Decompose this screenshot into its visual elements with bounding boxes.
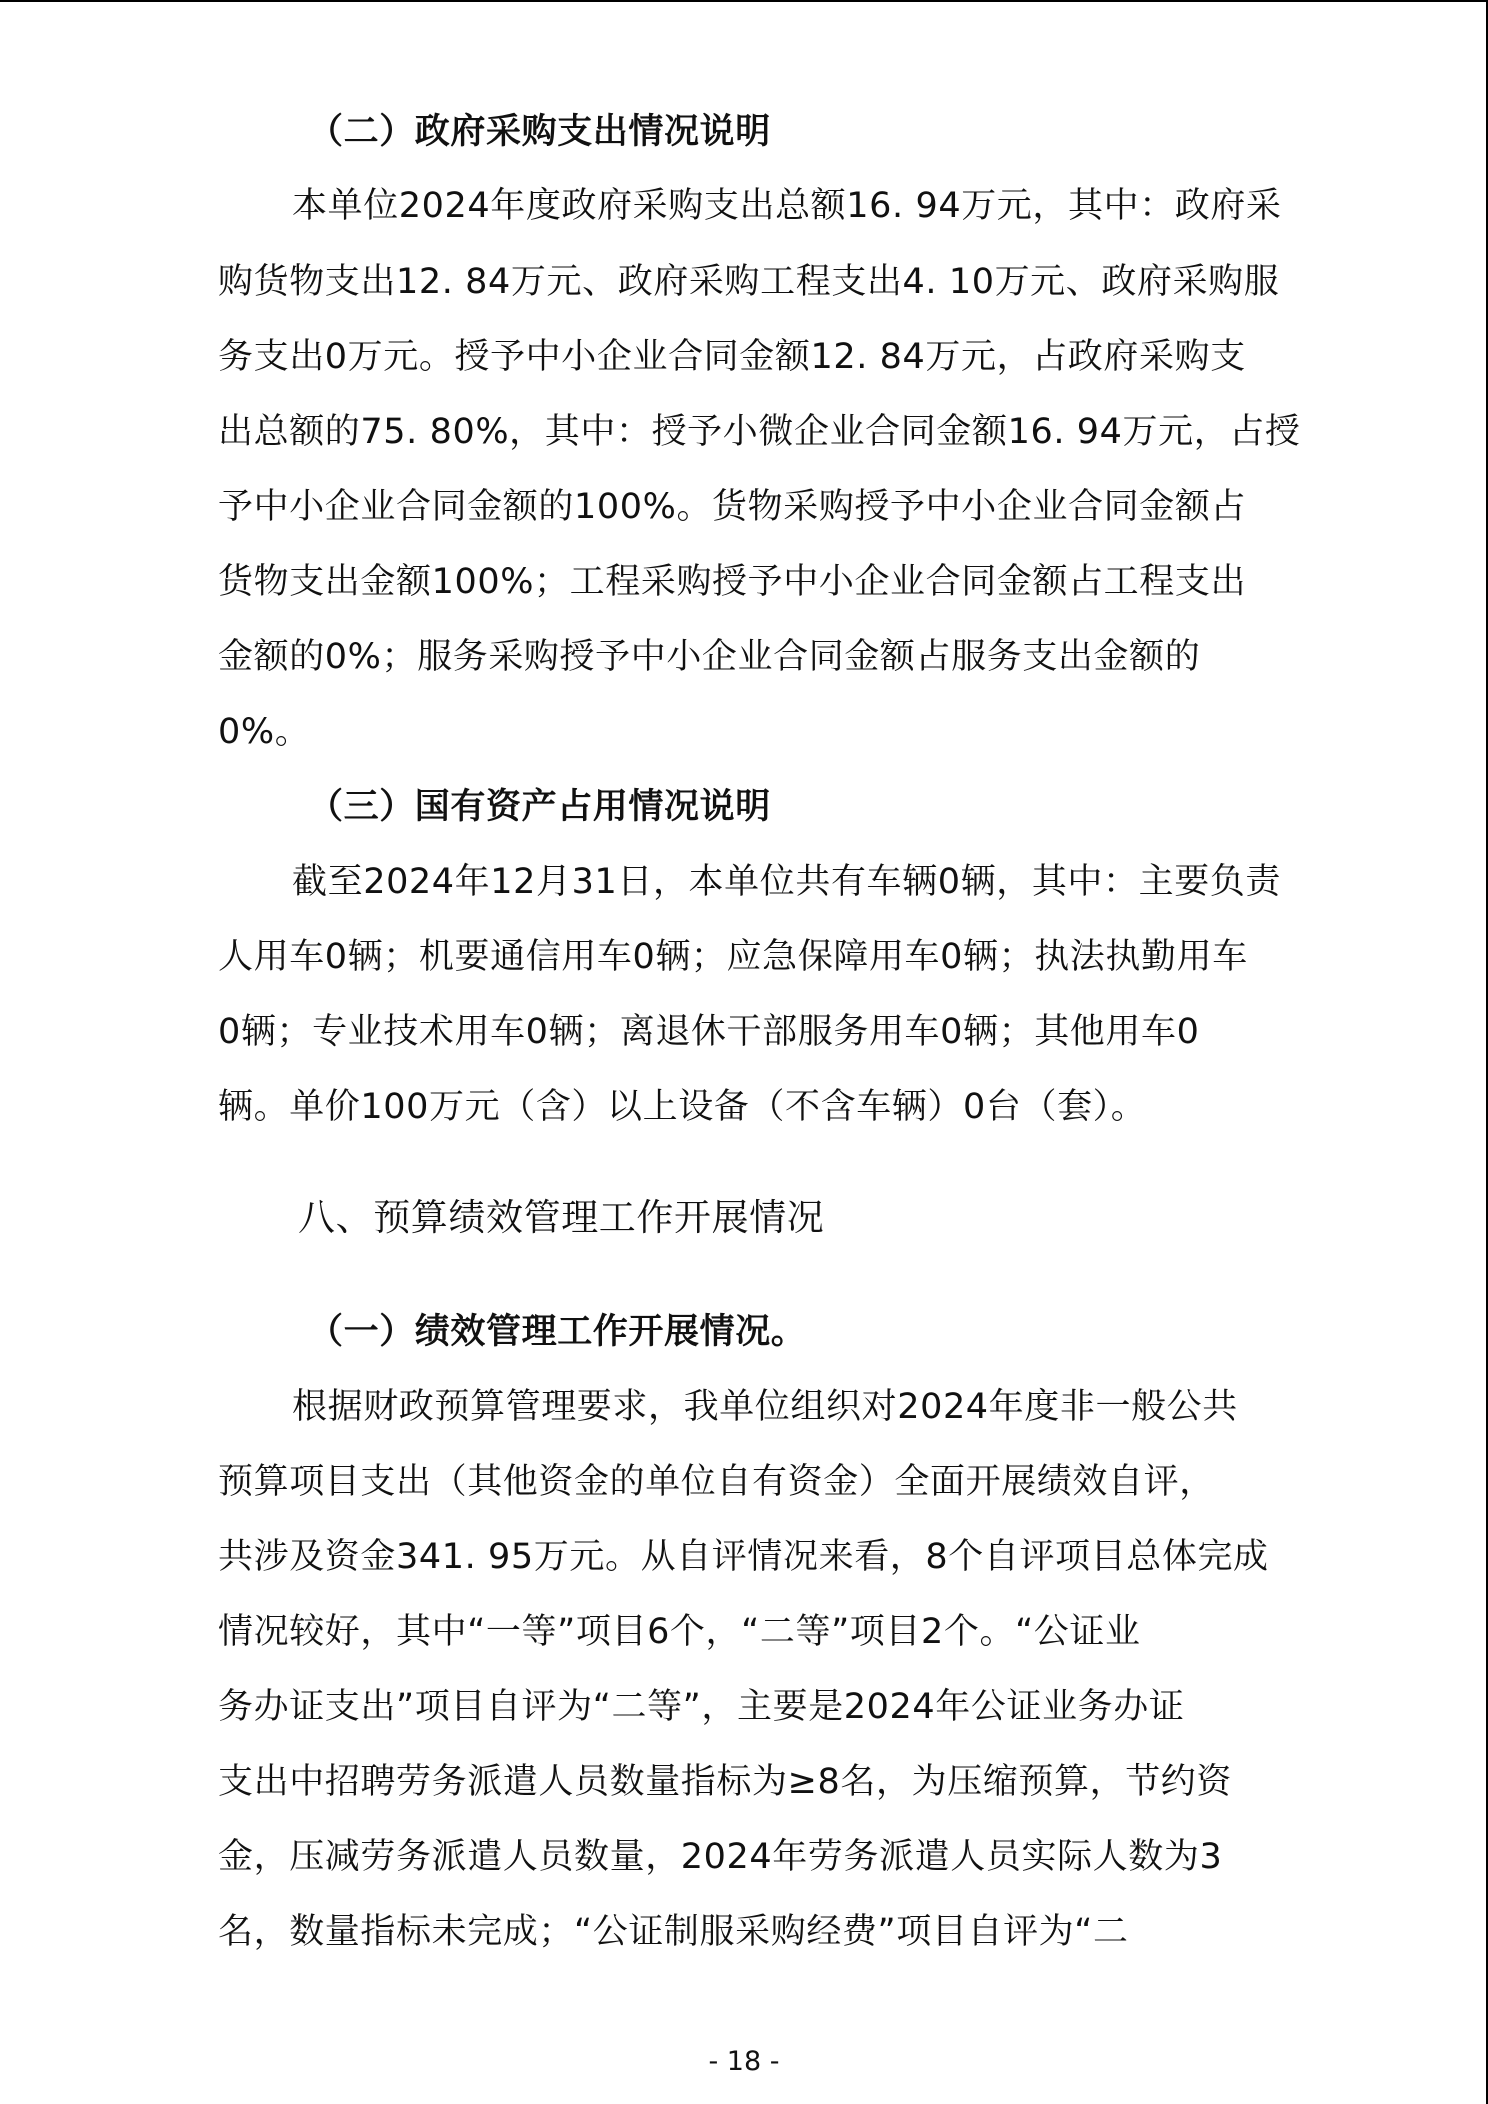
paragraph-line: 金，压减劳务派遣人员数量，2024年劳务派遣人员实际人数为3 <box>218 1837 1223 1877</box>
paragraph-line: 根据财政预算管理要求，我单位组织对2024年度非一般公共 <box>292 1387 1238 1427</box>
section-heading-government-procurement: （二）政府采购支出情况说明 <box>308 112 771 152</box>
paragraph-line: 务支出0万元。授予中小企业合同金额12. 84万元，占政府采购支 <box>218 337 1246 377</box>
paragraph-line: 0辆；专业技术用车0辆；离退休干部服务用车0辆；其他用车0 <box>218 1012 1200 1052</box>
section-heading-performance-work: （一）绩效管理工作开展情况。 <box>308 1312 807 1352</box>
paragraph-line: 购货物支出12. 84万元、政府采购工程支出4. 10万元、政府采购服 <box>218 262 1280 302</box>
paragraph-line: 情况较好，其中“一等”项目6个，“二等”项目2个。“公证业 <box>218 1612 1141 1652</box>
paragraph-line: 出总额的75. 80%，其中：授予小微企业合同金额16. 94万元，占授 <box>218 412 1301 452</box>
paragraph-line: 0%。 <box>218 712 311 752</box>
chapter-heading-performance-management: 八、预算绩效管理工作开展情况 <box>298 1196 825 1239</box>
paragraph-line: 人用车0辆；机要通信用车0辆；应急保障用车0辆；执法执勤用车 <box>218 937 1248 977</box>
paragraph-line: 本单位2024年度政府采购支出总额16. 94万元，其中：政府采 <box>292 186 1282 226</box>
paragraph-line: 支出中招聘劳务派遣人员数量指标为≥8名，为压缩预算，节约资 <box>218 1762 1232 1802</box>
paragraph-line: 金额的0%；服务采购授予中小企业合同金额占服务支出金额的 <box>218 637 1201 677</box>
paragraph-line: 务办证支出”项目自评为“二等”，主要是2024年公证业务办证 <box>218 1687 1185 1727</box>
page-number: - 18 - <box>708 2046 780 2077</box>
paragraph-line: 予中小企业合同金额的100%。货物采购授予中小企业合同金额占 <box>218 487 1247 527</box>
paragraph-line: 预算项目支出（其他资金的单位自有资金）全面开展绩效自评， <box>218 1462 1215 1502</box>
paragraph-line: 名，数量指标未完成；“公证制服采购经费”项目自评为“二 <box>218 1912 1129 1952</box>
paragraph-line: 货物支出金额100%；工程采购授予中小企业合同金额占工程支出 <box>218 562 1247 602</box>
paragraph-line: 共涉及资金341. 95万元。从自评情况来看，8个自评项目总体完成 <box>218 1537 1269 1577</box>
paragraph-line: 辆。单价100万元（含）以上设备（不含车辆）0台（套）。 <box>218 1087 1147 1127</box>
section-heading-state-assets: （三）国有资产占用情况说明 <box>308 787 771 827</box>
paragraph-line: 截至2024年12月31日，本单位共有车辆0辆，其中：主要负责 <box>292 862 1282 902</box>
